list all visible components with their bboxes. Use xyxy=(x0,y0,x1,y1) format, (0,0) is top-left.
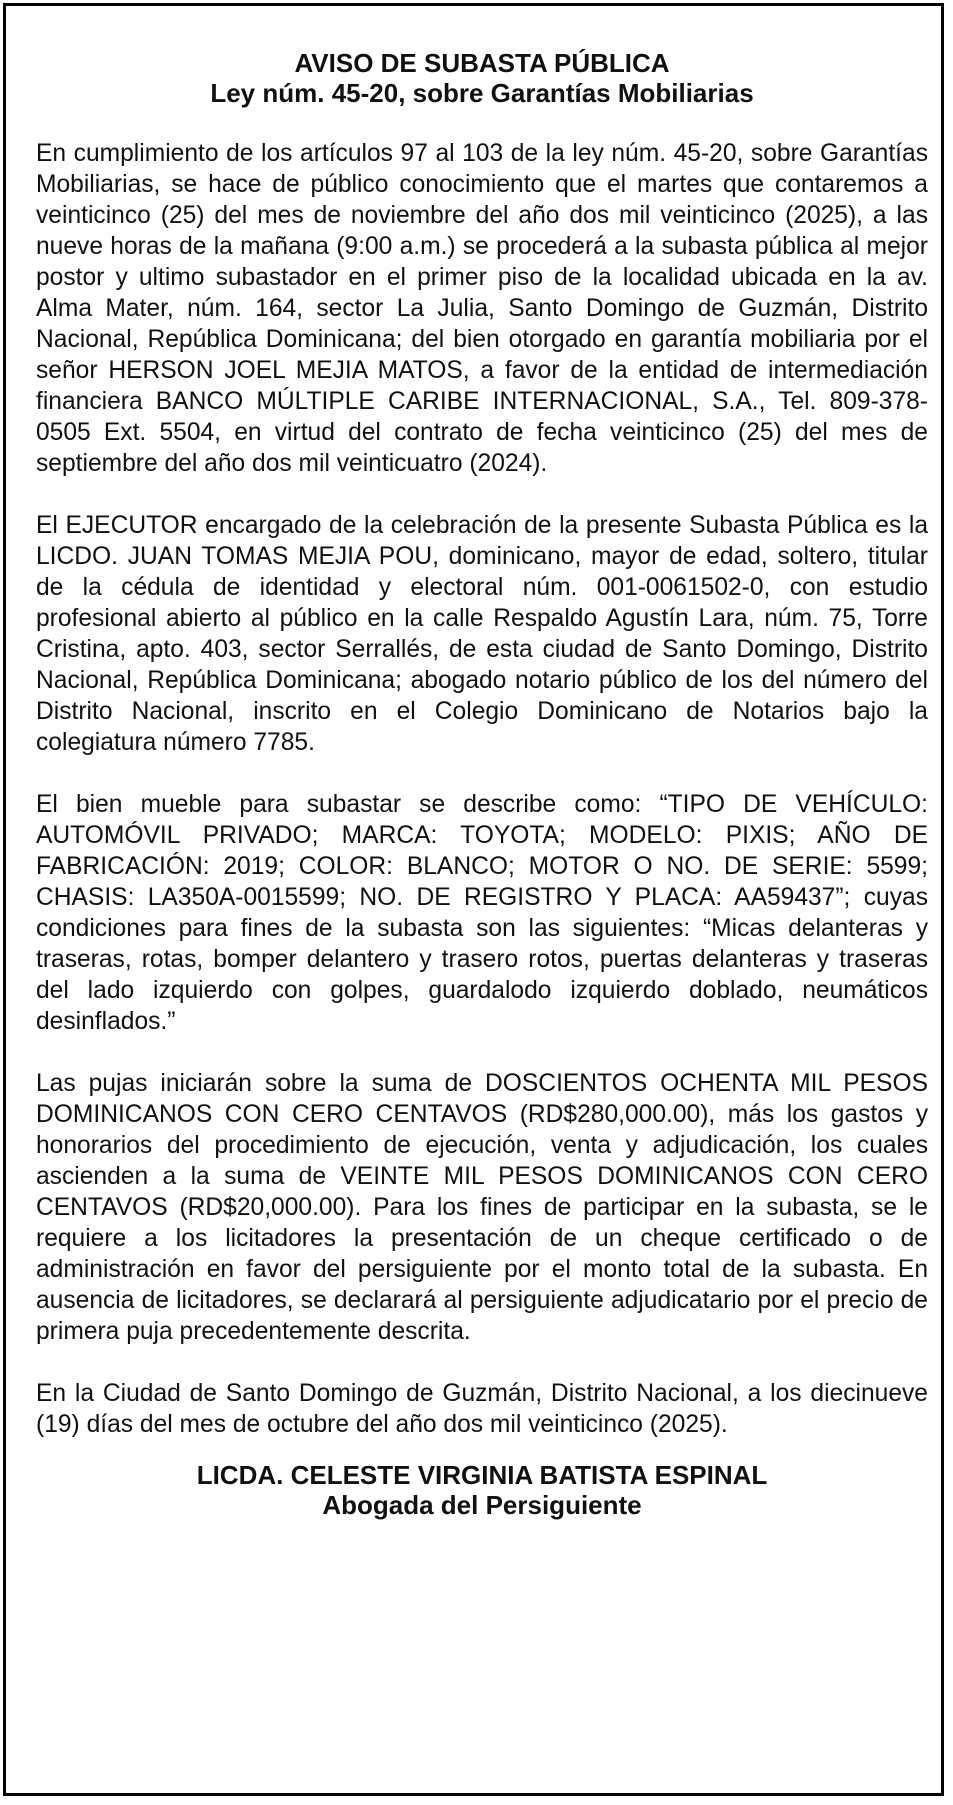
spacer xyxy=(36,1347,928,1378)
paragraph-auction-announcement: En cumplimiento de los artículos 97 al 103 de la ley núm. 45-20, sobre Garantías Mobiliarias, se hace de público conocimiento que el martes que contaremos a veinticinco (25) del mes de noviembre del año dos mil veinticinco (2025), a las nueve horas de la mañana (9:00 a.m.) se procederá a la subasta pública al mejor postor y ultimo subastador en el primer piso de la localidad ubicada en la av. Alma Mater, núm. 164, sector La Julia, Santo Domingo de Guzmán, Distrito Nacional, República Dominicana; del bien otorgado en garantía mobiliaria por el señor HERSON JOEL MEJIA MATOS, a favor de la entidad de intermediación financiera BANCO MÚLTIPLE CARIBE INTERNACIONAL, S.A., Tel. 809-378-0505 Ext. 5504, en virtud del contrato de fecha veinticinco (25) del mes de septiembre del año dos mil veinticuatro (2024). xyxy=(36,140,928,477)
paragraph-bidding-terms: Las pujas iniciarán sobre la suma de DOSCIENTOS OCHENTA MIL PESOS DOMINICANOS CON CERO CENTAVOS (RD$280,000.00), más los gastos y honorarios del procedimiento de ejecución, venta y adjudicación, los cuales ascienden a la suma de VEINTE MIL PESOS DOMINICANOS CON CERO CENTAVOS (RD$20,000.00). Para los fines de participar en la subasta, se le requiere a los licitadores la presentación de un cheque certificado o de administración en favor del persiguiente por el monto total de la subasta. En ausencia de licitadores, se declarará al persiguiente adjudicatario por el precio de primera puja precedentemente descrita. xyxy=(36,1070,928,1345)
spacer xyxy=(36,108,928,138)
paragraph-vehicle-description: El bien mueble para subastar se describe como: “TIPO DE VEHÍCULO: AUTOMÓVIL PRIVADO; MARCA: TOYOTA; MODELO: PIXIS; AÑO DE FABRICACIÓN: 2019; COLOR: BLANCO; MOTOR O NO. DE SERIE: 5599; CHASIS: LA350A-0015599; NO. DE REGISTRO Y PLACA: AA59437”; cuyas condiciones para fines de la subasta son las siguientes: “Micas delanteras y traseras, rotas, bomper delantero y trasero rotos, puertas delanteras y traseras del lado izquierdo con golpes, guardalodo izquierdo doblado, neumáticos desinflados.” xyxy=(36,791,928,1035)
paragraph-executor: El EJECUTOR encargado de la celebración de la presente Subasta Pública es la LICDO. JUAN TOMAS MEJIA POU, dominicano, mayor de edad, soltero, titular de la cédula de identidad y electoral núm. 001-0061502-0, con estudio profesional abierto al público en la calle Respaldo Agustín Lara, núm. 75, Torre Cristina, apto. 403, sector Serrallés, de esta ciudad de Santo Domingo, Distrito Nacional, República Dominicana; abogado notario público de los del número del Distrito Nacional, inscrito en el Colegio Dominicano de Notarios bajo la colegiatura número 7785. xyxy=(36,512,928,756)
notice-subtitle: Ley núm. 45-20, sobre Garantías Mobiliarias xyxy=(210,78,754,108)
spacer xyxy=(36,758,928,789)
notice-content xyxy=(36,48,928,1520)
notice-title: AVISO DE SUBASTA PÚBLICA xyxy=(294,48,670,78)
spacer xyxy=(36,1037,928,1068)
signature-role: Abogada del Persiguiente xyxy=(322,1490,642,1520)
spacer xyxy=(36,479,928,510)
notice-frame xyxy=(3,3,944,1796)
paragraph-date-place: En la Ciudad de Santo Domingo de Guzmán, Distrito Nacional, a los diecinueve (19) días del mes de octubre del año dos mil veinticinco (2025). xyxy=(36,1380,928,1438)
spacer xyxy=(36,1440,928,1460)
signature-name: LICDA. CELESTE VIRGINIA BATISTA ESPINAL xyxy=(196,1460,768,1490)
